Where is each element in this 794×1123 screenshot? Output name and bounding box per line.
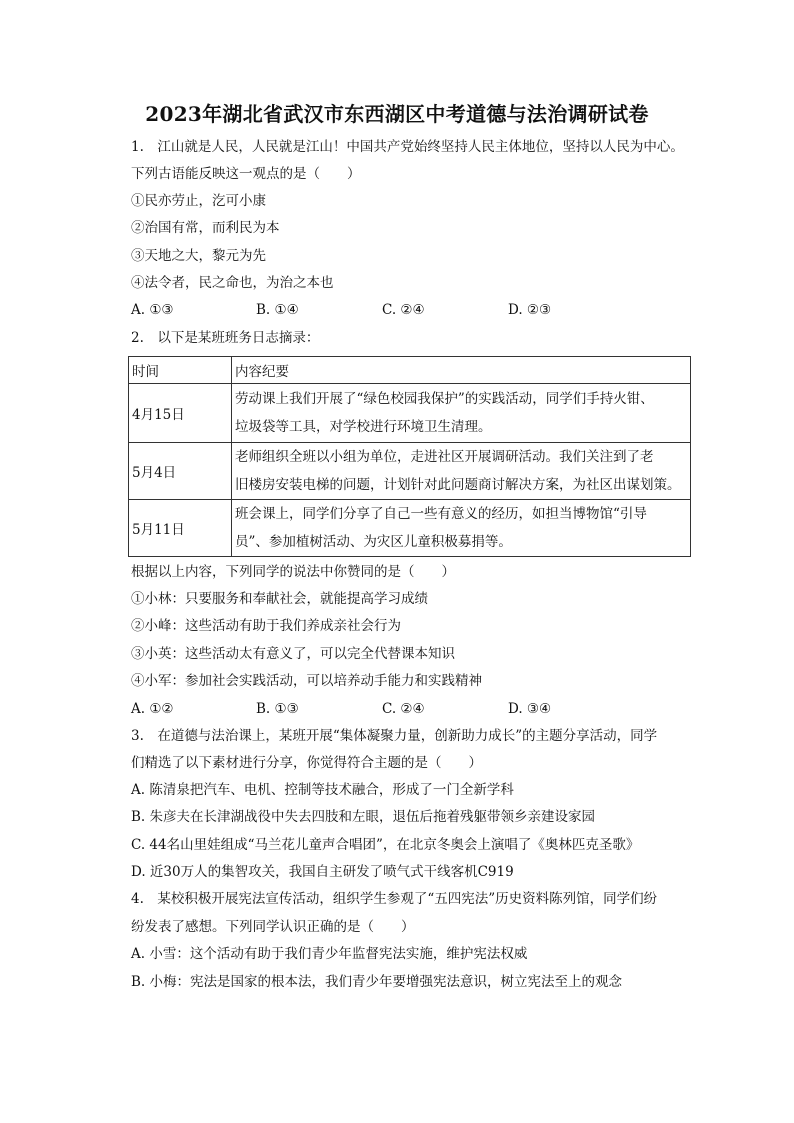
table-content-line: 旧楼房安装电梯的问题，计划针对此问题商讨解决方案，为社区出谋划策。 xyxy=(235,477,681,493)
table-cell-date: 5月4日 xyxy=(129,443,232,500)
exam-title: 2023年湖北省武汉市东西湖区中考道德与法治调研试卷 xyxy=(145,102,649,126)
table-content-line: 垃圾袋等工具，对学校进行环境卫生清理。 xyxy=(235,419,492,435)
table-row xyxy=(129,500,691,557)
q2-stem: 2. 以下是某班班务日志摘录： xyxy=(131,330,320,346)
q2-item-1: ①小林：只要服务和奉献社会，就能提高学习成绩 xyxy=(131,591,428,607)
table-row xyxy=(129,443,691,500)
table-row xyxy=(129,384,691,443)
table-cell-content xyxy=(232,443,691,500)
table-header-time: 时间 xyxy=(129,357,232,384)
q1-item-4: ④法令者，民之命也，为治之本也 xyxy=(131,275,334,291)
q1-stem-line1: 1. 江山就是人民，人民就是江山！中国共产党始终坚持人民主体地位，坚持以人民为中心。 xyxy=(131,139,684,155)
q1-option-c: C. ②④ xyxy=(382,302,425,318)
q4-option-b: B. 小梅：宪法是国家的根本法，我们青少年要增强宪法意识，树立宪法至上的观念 xyxy=(131,974,623,990)
q3-option-d: D. 近30万人的集智攻关，我国自主研发了喷气式干线客机C919 xyxy=(131,864,514,880)
q4-stem-line2: 纷发表了感想。下列同学认识正确的是（ ） xyxy=(131,919,415,935)
q3-option-a: A. 陈清泉把汽车、电机、控制等技术融合，形成了一门全新学科 xyxy=(131,782,514,798)
q1-stem-line2: 下列古语能反映这一观点的是（ ） xyxy=(131,166,361,182)
table-content-line: 劳动课上我们开展了“绿色校园我保护”的实践活动，同学们手持火钳、 xyxy=(235,391,654,407)
q2-option-c: C. ②④ xyxy=(382,701,425,717)
q4-option-a: A. 小雪：这个活动有助于我们青少年监督宪法实施，维护宪法权威 xyxy=(131,946,528,962)
q2-prompt: 根据以上内容，下列同学的说法中你赞同的是（ ） xyxy=(131,564,455,580)
table-content-line: 员”、参加植树活动、为灾区儿童积极募捐等。 xyxy=(235,534,512,550)
q3-stem-line2: 们精选了以下素材进行分享，你觉得符合主题的是（ ） xyxy=(131,755,482,771)
q2-option-a: A. ①② xyxy=(131,701,174,717)
q3-stem-line1: 3. 在道德与法治课上，某班开展“集体凝聚力量，创新助力成长”的主题分享活动，同学 xyxy=(131,728,658,744)
table-cell-content xyxy=(232,384,691,443)
table-content-line: 班会课上，同学们分享了自己一些有意义的经历，如担当博物馆“引导 xyxy=(235,506,647,522)
q1-option-d: D. ②③ xyxy=(508,302,552,318)
q1-option-b: B. ①④ xyxy=(256,302,299,318)
q2-option-d: D. ③④ xyxy=(508,701,552,717)
table-header-content: 内容纪要 xyxy=(232,357,691,384)
q1-option-a: A. ①③ xyxy=(131,302,174,318)
table-cell-date: 4月15日 xyxy=(129,384,232,443)
q1-item-2: ②治国有常，而利民为本 xyxy=(131,220,280,236)
q3-option-b: B. 朱彦夫在长津湖战役中失去四肢和左眼，退伍后拖着残躯带领乡亲建设家园 xyxy=(131,809,596,825)
table-cell-date: 5月11日 xyxy=(129,500,232,557)
table-content-line: 老师组织全班以小组为单位，走进社区开展调研活动。我们关注到了老 xyxy=(235,449,654,465)
q2-option-b: B. ①③ xyxy=(256,701,299,717)
q2-item-2: ②小峰：这些活动有助于我们养成亲社会行为 xyxy=(131,618,401,634)
q1-item-1: ①民亦劳止，汔可小康 xyxy=(131,193,266,209)
class-log-table xyxy=(128,356,691,557)
q1-item-3: ③天地之大，黎元为先 xyxy=(131,248,266,264)
q2-item-3: ③小英：这些活动太有意义了，可以完全代替课本知识 xyxy=(131,646,455,662)
table-cell-content xyxy=(232,500,691,557)
q2-item-4: ④小军：参加社会实践活动，可以培养动手能力和实践精神 xyxy=(131,673,482,689)
q3-option-c: C. 44名山里娃组成“马兰花儿童声合唱团”，在北京冬奥会上演唱了《奥林匹克圣歌》 xyxy=(131,837,640,853)
table-header-row xyxy=(129,357,691,384)
q4-stem-line1: 4. 某校积极开展宪法宣传活动，组织学生参观了“五四宪法”历史资料陈列馆，同学们纷 xyxy=(131,891,658,907)
